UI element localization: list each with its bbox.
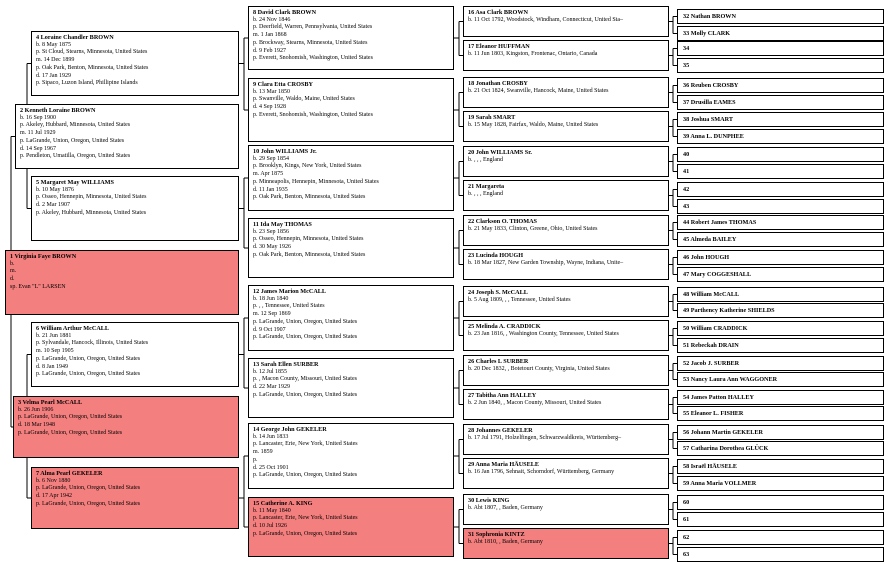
person-name: 57 Catharina Dorothea GLÜCK bbox=[683, 445, 769, 452]
person-detail-line: b. 11 Oct 1792, Woodstock, Windham, Connecticut, United Sta– bbox=[468, 16, 623, 23]
person-detail-line: p. LaGrande, Union, Oregon, United States bbox=[36, 500, 141, 507]
person-name: 62 bbox=[683, 534, 690, 541]
person-detail-line: d. 2 Mar 1907 bbox=[36, 202, 70, 209]
person-box-6[interactable] bbox=[31, 322, 239, 387]
person-box-35[interactable] bbox=[677, 58, 884, 73]
person-detail-line: d. 9 Feb 1927 bbox=[253, 47, 286, 54]
person-box-55[interactable] bbox=[677, 406, 884, 421]
person-box-30[interactable] bbox=[463, 494, 669, 525]
person-detail-line: p. , Macon County, Missouri, United States bbox=[253, 376, 357, 383]
person-box-4[interactable] bbox=[31, 31, 239, 96]
person-detail-line: p. LaGrande, Union, Oregon, United States bbox=[20, 137, 125, 144]
person-detail-line: m. bbox=[10, 268, 17, 275]
person-detail-line: p. bbox=[253, 456, 258, 463]
person-box-8[interactable] bbox=[248, 6, 454, 70]
person-detail-line: b. 2 Jun 1840, , Macon County, Missouri, United States bbox=[468, 399, 602, 406]
person-box-17[interactable] bbox=[463, 40, 669, 71]
person-box-63[interactable] bbox=[677, 547, 884, 562]
person-detail-line: b. 20 Dec 1832, , Botetourt County, Virginia, United States bbox=[468, 365, 610, 372]
person-detail-line: d. 18 Mar 1948 bbox=[18, 422, 55, 429]
person-name: 50 William CRADDICK bbox=[683, 325, 748, 332]
person-box-20[interactable] bbox=[463, 146, 669, 177]
person-name: 26 Charles L SURBER bbox=[468, 358, 529, 365]
person-name: 30 Lewis KING bbox=[468, 497, 510, 504]
person-detail-line: b. 21 Oct 1824, Swanville, Hancock, Maine, United States bbox=[468, 87, 609, 94]
person-detail-line: d. 14 Sep 1967 bbox=[20, 145, 56, 152]
person-detail-line: b. 18 Mar 1827, New Garden Township, Wayne, Indiana, Unite– bbox=[468, 259, 624, 266]
person-box-61[interactable] bbox=[677, 512, 884, 527]
person-detail-line: b. 21 Jun 1881 bbox=[36, 332, 72, 339]
person-box-18[interactable] bbox=[463, 77, 669, 108]
person-detail-line: b. 6 Nov 1880 bbox=[36, 477, 71, 484]
person-name: 58 Israël HÄUSELE bbox=[683, 463, 737, 470]
person-name: 12 James Marion McCALL bbox=[253, 288, 327, 295]
person-box-62[interactable] bbox=[677, 530, 884, 545]
person-name: 61 bbox=[683, 516, 690, 523]
person-detail-line: p. Everett, Snohomish, Washington, United States bbox=[253, 55, 373, 62]
person-box-10[interactable] bbox=[248, 145, 454, 211]
person-box-32[interactable] bbox=[677, 9, 884, 24]
person-detail-line: p. LaGrande, Union, Oregon, United States bbox=[253, 334, 358, 341]
person-detail-line: b. , , , England bbox=[468, 190, 503, 197]
person-box-36[interactable] bbox=[677, 78, 884, 93]
person-name: 18 Jonathan CROSBY bbox=[468, 80, 528, 87]
person-detail-line: m. 14 Dec 1899 bbox=[36, 57, 75, 64]
person-box-47[interactable] bbox=[677, 267, 884, 282]
person-detail-line: b. 23 Sep 1856 bbox=[253, 228, 289, 235]
person-name: 46 John HOUGH bbox=[683, 254, 730, 261]
person-box-7[interactable] bbox=[31, 467, 239, 529]
person-detail-line: b. 29 Sep 1854 bbox=[253, 155, 289, 162]
person-detail-line: p. Sipaco, Luzon Island, Phillipine Islands bbox=[36, 80, 138, 87]
person-detail-line: b. 10 May 1876 bbox=[36, 186, 74, 193]
person-box-43[interactable] bbox=[677, 199, 884, 214]
person-detail-line: d. 8 Jan 1949 bbox=[36, 363, 68, 370]
person-name: 53 Nancy Laura Ann WAGGONER bbox=[683, 376, 778, 383]
person-name: 5 Margaret May WILLIAMS bbox=[36, 179, 114, 186]
person-name: 31 Sophronia KINTZ bbox=[468, 531, 525, 538]
person-box-37[interactable] bbox=[677, 95, 884, 110]
person-detail-line: m. 11 Jul 1929 bbox=[20, 130, 56, 137]
person-detail-line: d. 10 Jul 1926 bbox=[253, 523, 288, 530]
person-detail-line: p. Akeley, Hubbard, Minnesota, United States bbox=[20, 122, 131, 129]
person-box-29[interactable] bbox=[463, 458, 669, 489]
person-box-3[interactable] bbox=[13, 396, 239, 458]
person-detail-line: p. , , Tennessee, United States bbox=[253, 303, 325, 310]
person-detail-line: b. 12 Jul 1855 bbox=[253, 368, 288, 375]
person-detail-line: b. 23 Jan 1816, , Washington County, Tennessee, United States bbox=[468, 330, 619, 337]
person-name: 32 Nathan BROWN bbox=[683, 13, 736, 20]
person-detail-line: b. 18 Jun 1840 bbox=[253, 295, 289, 302]
person-detail-line: p. LaGrande, Union, Oregon, United States bbox=[36, 371, 141, 378]
person-box-16[interactable] bbox=[463, 6, 669, 37]
person-detail-line: b. Abt 1807, , Baden, Germany bbox=[468, 504, 543, 511]
person-box-41[interactable] bbox=[677, 164, 884, 179]
person-detail-line: p. LaGrande, Union, Oregon, United States bbox=[253, 391, 358, 398]
person-detail-line: b. 15 May 1828, Fairfax, Waldo, Maine, United States bbox=[468, 121, 599, 128]
person-name: 63 bbox=[683, 551, 690, 558]
person-detail-line: p. LaGrande, Union, Oregon, United States bbox=[18, 429, 123, 436]
person-name: 24 Joseph S. McCALL bbox=[468, 289, 528, 296]
person-name: 39 Anna L. DUNPHEE bbox=[683, 133, 744, 140]
person-name: 33 Molly CLARK bbox=[683, 30, 731, 37]
person-detail-line: m. 1 Jan 1868 bbox=[253, 32, 287, 39]
person-detail-line: b. 16 Sep 1900 bbox=[20, 114, 56, 121]
person-box-60[interactable] bbox=[677, 495, 884, 510]
person-name: 60 bbox=[683, 499, 690, 506]
person-box-53[interactable] bbox=[677, 372, 884, 387]
person-detail-line: p. St Cloud, Stearns, Minnesota, United States bbox=[36, 49, 148, 56]
person-box-57[interactable] bbox=[677, 441, 884, 456]
person-box-25[interactable] bbox=[463, 320, 669, 351]
person-name: 44 Robert James THOMAS bbox=[683, 219, 757, 226]
person-detail-line: b. 11 May 1840 bbox=[253, 507, 291, 514]
person-name: 51 Rebeckah DRAIN bbox=[683, 342, 739, 349]
person-detail-line: d. 17 Jan 1929 bbox=[36, 72, 71, 79]
person-name: 17 Eleanor HUFFMAN bbox=[468, 43, 530, 50]
person-detail-line: p. Sylvandale, Hancock, Illinois, United States bbox=[36, 340, 149, 347]
person-detail-line: p. Oak Park, Benton, Minnesota, United States bbox=[253, 251, 366, 258]
person-name: 2 Kenneth Loraine BROWN bbox=[20, 107, 96, 114]
person-name: 54 James Patton HALLEY bbox=[683, 394, 754, 401]
person-box-31[interactable] bbox=[463, 528, 669, 559]
person-detail-line: b. 5 Aug 1809, , , Tennessee, United States bbox=[468, 296, 571, 303]
person-name: 14 George John GEKELER bbox=[253, 426, 327, 433]
person-box-40[interactable] bbox=[677, 147, 884, 162]
person-name: 55 Eleanor L. FISHER bbox=[683, 410, 744, 417]
person-detail-line: p. LaGrande, Union, Oregon, United States bbox=[253, 472, 358, 479]
person-detail-line: p. Lancaster, Erie, New York, United States bbox=[253, 515, 358, 522]
person-box-28[interactable] bbox=[463, 424, 669, 455]
person-name: 36 Reuben CROSBY bbox=[683, 82, 739, 89]
person-name: 43 bbox=[683, 203, 690, 210]
person-detail-line: p. Everett, Snohomish, Washington, United States bbox=[253, 111, 373, 118]
person-box-5[interactable] bbox=[31, 176, 239, 241]
person-detail-line: b. 26 Jun 1906 bbox=[18, 406, 54, 413]
person-detail-line: p. LaGrande, Union, Oregon, United States bbox=[36, 485, 141, 492]
person-detail-line: p. LaGrande, Union, Oregon, United States bbox=[253, 530, 358, 537]
person-box-45[interactable] bbox=[677, 232, 884, 247]
person-name: 40 bbox=[683, 151, 690, 158]
person-name: 48 William McCALL bbox=[683, 291, 740, 298]
person-detail-line: b. 14 Jun 1833 bbox=[253, 433, 289, 440]
person-name: 38 Joshua SMART bbox=[683, 116, 733, 123]
person-name: 49 Parthency Katherine SHIELDS bbox=[683, 307, 775, 314]
person-box-54[interactable] bbox=[677, 390, 884, 405]
person-box-48[interactable] bbox=[677, 287, 884, 302]
person-name: 42 bbox=[683, 186, 690, 193]
person-box-15[interactable] bbox=[248, 497, 454, 557]
person-name: 34 bbox=[683, 45, 690, 52]
person-detail-line: b. , , , England bbox=[468, 156, 503, 163]
person-name: 41 bbox=[683, 168, 690, 175]
person-detail-line: b. 11 Jun 1803, Kingston, Frontenac, Ontario, Canada bbox=[468, 50, 598, 57]
person-detail-line: p. Deerfield, Warren, Pennsylvania, United States bbox=[253, 24, 373, 31]
person-box-21[interactable] bbox=[463, 180, 669, 211]
person-name: 9 Clara Etta CROSBY bbox=[253, 81, 313, 88]
person-box-27[interactable] bbox=[463, 389, 669, 420]
person-name: 15 Catherine A. KING bbox=[253, 500, 313, 507]
person-box-52[interactable] bbox=[677, 356, 884, 371]
person-box-59[interactable] bbox=[677, 476, 884, 491]
person-detail-line: p. Akeley, Hubbard, Minnesota, United States bbox=[36, 209, 147, 216]
person-box-38[interactable] bbox=[677, 112, 884, 127]
person-name: 7 Alma Pearl GEKELER bbox=[36, 470, 103, 477]
person-detail-line: m. Apr 1875 bbox=[253, 171, 284, 178]
person-name: 20 John WILLIAMS Sr. bbox=[468, 149, 532, 156]
person-box-2[interactable] bbox=[15, 104, 239, 169]
person-name: 23 Lucinda HOUGH bbox=[468, 252, 524, 259]
person-detail-line: b. Abt 1810, , Baden, Germany bbox=[468, 538, 543, 545]
person-detail-line: p. Oak Park, Benton, Minnesota, United States bbox=[36, 64, 149, 71]
person-detail-line: b. 24 Nov 1846 bbox=[253, 16, 291, 23]
person-name: 1 Virginia Faye BROWN bbox=[10, 253, 77, 260]
person-detail-line: d. bbox=[10, 276, 15, 283]
person-box-24[interactable] bbox=[463, 286, 669, 317]
person-box-33[interactable] bbox=[677, 26, 884, 41]
person-detail-line: d. 22 Mar 1929 bbox=[253, 384, 290, 391]
person-box-11[interactable] bbox=[248, 218, 454, 278]
person-detail-line: p. Oak Park, Benton, Minnesota, United States bbox=[253, 194, 366, 201]
person-name: 25 Melinda A. CRADDICK bbox=[468, 323, 541, 330]
person-detail-line: p. Minneapolis, Hennepin, Minnesota, United States bbox=[253, 178, 379, 185]
person-name: 27 Tabitha Ann HALLEY bbox=[468, 392, 537, 399]
person-detail-line: b. bbox=[10, 260, 15, 267]
person-box-12[interactable] bbox=[248, 285, 454, 351]
person-name: 22 Clarkson O. THOMAS bbox=[468, 218, 537, 225]
person-box-50[interactable] bbox=[677, 321, 884, 336]
person-name: 59 Anna Maria VOLLMER bbox=[683, 480, 757, 487]
person-box-51[interactable] bbox=[677, 338, 884, 353]
person-detail-line: d. 25 Oct 1901 bbox=[253, 464, 289, 471]
person-detail-line: d. 11 Jan 1935 bbox=[253, 186, 288, 193]
person-name: 56 Johann Martin GEKELER bbox=[683, 429, 763, 436]
person-box-44[interactable] bbox=[677, 215, 884, 230]
person-detail-line: m. 12 Sep 1869 bbox=[253, 311, 291, 318]
person-name: 35 bbox=[683, 62, 690, 69]
person-detail-line: p. Lancaster, Erie, New York, United States bbox=[253, 441, 358, 448]
person-box-23[interactable] bbox=[463, 249, 669, 280]
person-detail-line: b. 17 Jul 1791, Holzelfingen, Schwarzwaldkreis, Württemberg– bbox=[468, 434, 622, 441]
person-name: 16 Asa Clark BROWN bbox=[468, 9, 528, 16]
person-detail-line: p. Brooklyn, Kings, New York, United States bbox=[253, 163, 362, 170]
person-name: 4 Loraine Chandler BROWN bbox=[36, 34, 114, 41]
person-box-58[interactable] bbox=[677, 459, 884, 474]
person-box-26[interactable] bbox=[463, 355, 669, 386]
person-detail-line: p. LaGrande, Union, Oregon, United States bbox=[253, 318, 358, 325]
person-detail-line: d. 30 May 1926 bbox=[253, 244, 291, 251]
person-detail-line: sp. Evan "L" LARSEN bbox=[10, 283, 66, 290]
person-detail-line: p. LaGrande, Union, Oregon, United States bbox=[36, 355, 141, 362]
person-name: 6 William Arthur McCALL bbox=[36, 325, 110, 332]
person-name: 28 Johannes GEKELER bbox=[468, 427, 533, 434]
person-detail-line: b. 13 Mar 1850 bbox=[253, 88, 290, 95]
person-detail-line: p. Brockway, Stearns, Minnesota, United States bbox=[253, 39, 368, 46]
person-name: 10 John WILLIAMS Jr. bbox=[253, 148, 317, 155]
person-detail-line: b. 8 May 1875 bbox=[36, 41, 71, 48]
person-detail-line: b. 16 Jan 1796, Sehnait, Schorndorf, Württemberg, Germany bbox=[468, 468, 615, 475]
person-detail-line: p. Pendleton, Umatilla, Oregon, United States bbox=[20, 153, 131, 160]
person-box-9[interactable] bbox=[248, 78, 454, 142]
person-name: 11 Ida May THOMAS bbox=[253, 221, 312, 228]
person-detail-line: d. 17 Apr 1942 bbox=[36, 493, 72, 500]
person-box-34[interactable] bbox=[677, 41, 884, 56]
person-detail-line: p. Swanville, Waldo, Maine, United States bbox=[253, 96, 355, 103]
person-name: 19 Sarah SMART bbox=[468, 114, 516, 121]
person-name: 3 Velma Pearl McCALL bbox=[18, 399, 83, 406]
person-box-49[interactable] bbox=[677, 303, 884, 318]
person-name: 45 Almeda BAILEY bbox=[683, 236, 737, 243]
person-name: 29 Anna Maria HÄUSELE bbox=[468, 461, 539, 468]
person-box-22[interactable] bbox=[463, 215, 669, 246]
person-detail-line: d. 9 Oct 1907 bbox=[253, 326, 286, 333]
person-box-46[interactable] bbox=[677, 250, 884, 265]
person-detail-line: d. 4 Sep 1928 bbox=[253, 104, 286, 111]
person-name: 37 Drusilla EAMES bbox=[683, 99, 736, 106]
person-detail-line: p. Osseo, Hennepin, Minnesota, United States bbox=[253, 236, 364, 243]
person-name: 21 Margareta bbox=[468, 183, 505, 190]
person-box-19[interactable] bbox=[463, 111, 669, 142]
person-box-56[interactable] bbox=[677, 425, 884, 440]
person-box-42[interactable] bbox=[677, 182, 884, 197]
person-box-39[interactable] bbox=[677, 129, 884, 144]
person-name: 13 Sarah Ellen SURBER bbox=[253, 361, 319, 368]
person-detail-line: p. Osseo, Hennepin, Minnesota, United States bbox=[36, 194, 147, 201]
person-detail-line: m. 10 Sep 1905 bbox=[36, 348, 74, 355]
person-detail-line: p. LaGrande, Union, Oregon, United States bbox=[18, 414, 123, 421]
person-box-14[interactable] bbox=[248, 423, 454, 489]
person-name: 47 Mary COGGESHALL bbox=[683, 271, 752, 278]
person-detail-line: b. 21 May 1833, Clinton, Greene, Ohio, United States bbox=[468, 225, 598, 232]
person-box-13[interactable] bbox=[248, 358, 454, 418]
person-detail-line: m. 1859 bbox=[253, 449, 273, 456]
person-name: 8 David Clark BROWN bbox=[253, 9, 317, 16]
person-box-1[interactable] bbox=[5, 250, 239, 315]
person-name: 52 Jacob J. SURBER bbox=[683, 360, 740, 367]
